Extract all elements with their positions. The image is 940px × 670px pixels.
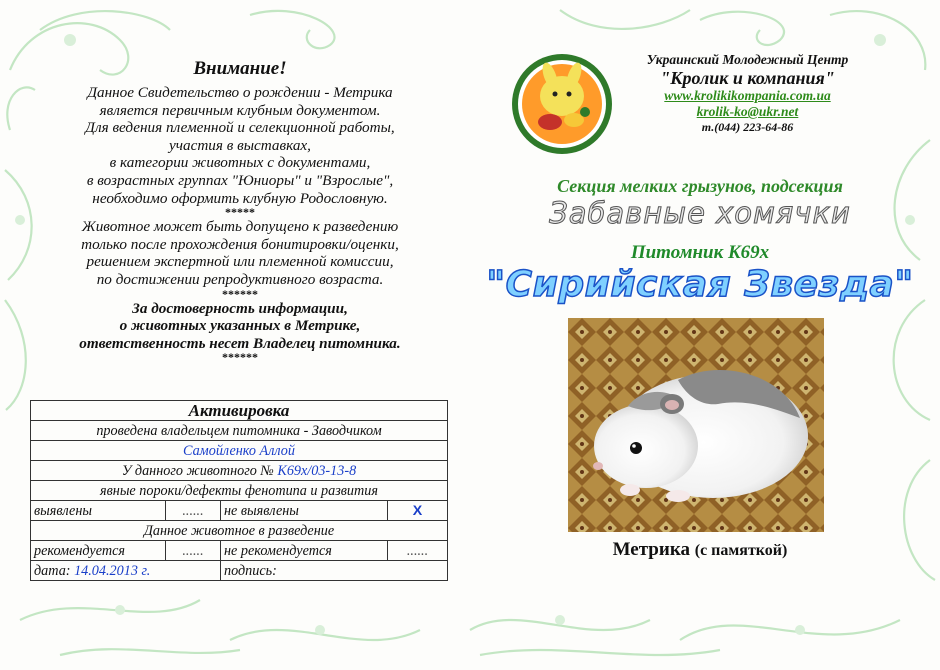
date-cell: [31, 561, 221, 581]
notice-line: Данное Свидетельство о рождении - Метрика: [87, 84, 393, 101]
breeder-name: Самойленко Аллой: [31, 441, 448, 461]
notice-line: Для ведения племенной и селекционной работы,: [85, 119, 395, 137]
not-recommended-value: ......: [388, 541, 448, 561]
org-name-line1: Украинский Молодежный Центр: [646, 52, 849, 67]
not-found-label: не выявлены: [221, 501, 388, 521]
notice-line: Животное может быть допущено к разведению: [81, 218, 399, 236]
found-value: ......: [166, 501, 221, 521]
notice-line: в возрастных группах "Юниоры" и "Взрослые",: [86, 171, 394, 189]
not-recommended-label: не рекомендуется: [221, 541, 388, 561]
separator-stars: ******: [222, 286, 258, 301]
found-label: выявлены: [31, 501, 166, 521]
club-logo: [510, 52, 615, 157]
not-found-mark: X: [388, 501, 448, 521]
org-website-link[interactable]: www.krolikikompania.com.ua: [664, 88, 831, 103]
notice-line: решением экспертной или племенной комиссии,: [86, 253, 394, 271]
notice-line: является первичным клубным документом.: [99, 101, 381, 119]
notice-line: по достижении репродуктивного возраста.: [96, 270, 384, 288]
animal-number-label: У данного животного №: [121, 462, 274, 479]
notice-line: ответственность несет Владелец питомника.: [79, 334, 401, 352]
notice-line: необходимо оформить клубную Родословную.: [92, 189, 388, 207]
hamster-photo: [568, 318, 824, 532]
activation-by: проведена владельцем питомника - Заводчиком: [31, 421, 448, 441]
date-value: 14.04.2013 г.: [74, 562, 151, 579]
notice-line: За достоверность информации,: [132, 299, 348, 317]
recommended-label: рекомендуется: [31, 541, 166, 561]
kennel-name: "Сирийская Звезда": [486, 264, 914, 305]
defects-label: явные пороки/дефекты фенотипа и развития: [31, 481, 448, 501]
breeding-label: Данное животное в разведение: [31, 521, 448, 541]
notice-line: о животных указанных в Метрике,: [119, 317, 361, 335]
subsection-title: Забавные хомячки: [549, 196, 851, 230]
kennel-label: Питомник K69x: [630, 242, 770, 263]
notice-line: участия в выставках,: [169, 136, 311, 154]
signature-label: подпись:: [221, 561, 448, 581]
document-caption: [480, 539, 920, 561]
date-label: дата:: [34, 562, 71, 579]
notice-line: только после прохождения бонитировки/оценки,: [81, 235, 399, 253]
animal-number-row: [31, 461, 448, 481]
recommended-value: ......: [166, 541, 221, 561]
animal-number: K69x/03-13-8: [277, 462, 357, 479]
organization-info: [615, 52, 880, 135]
separator-stars: ******: [222, 350, 258, 365]
caption-small: (с памяткой): [694, 542, 788, 559]
activation-table: [30, 400, 448, 581]
activation-header: Активировка: [31, 401, 448, 421]
caption-main: Метрика: [612, 539, 690, 560]
org-name-line2: "Кролик и компания": [660, 68, 835, 88]
org-phone: т.(044) 223-64-86: [701, 120, 794, 134]
separator-stars: *****: [225, 205, 255, 220]
notice-line: в категории животных с документами,: [109, 154, 371, 172]
notice-title: Внимание!: [193, 58, 287, 79]
org-email-link[interactable]: krolik-ko@ukr.net: [696, 104, 799, 119]
section-title: Секция мелких грызунов, подсекция: [557, 176, 843, 196]
notice-block: [40, 58, 440, 363]
